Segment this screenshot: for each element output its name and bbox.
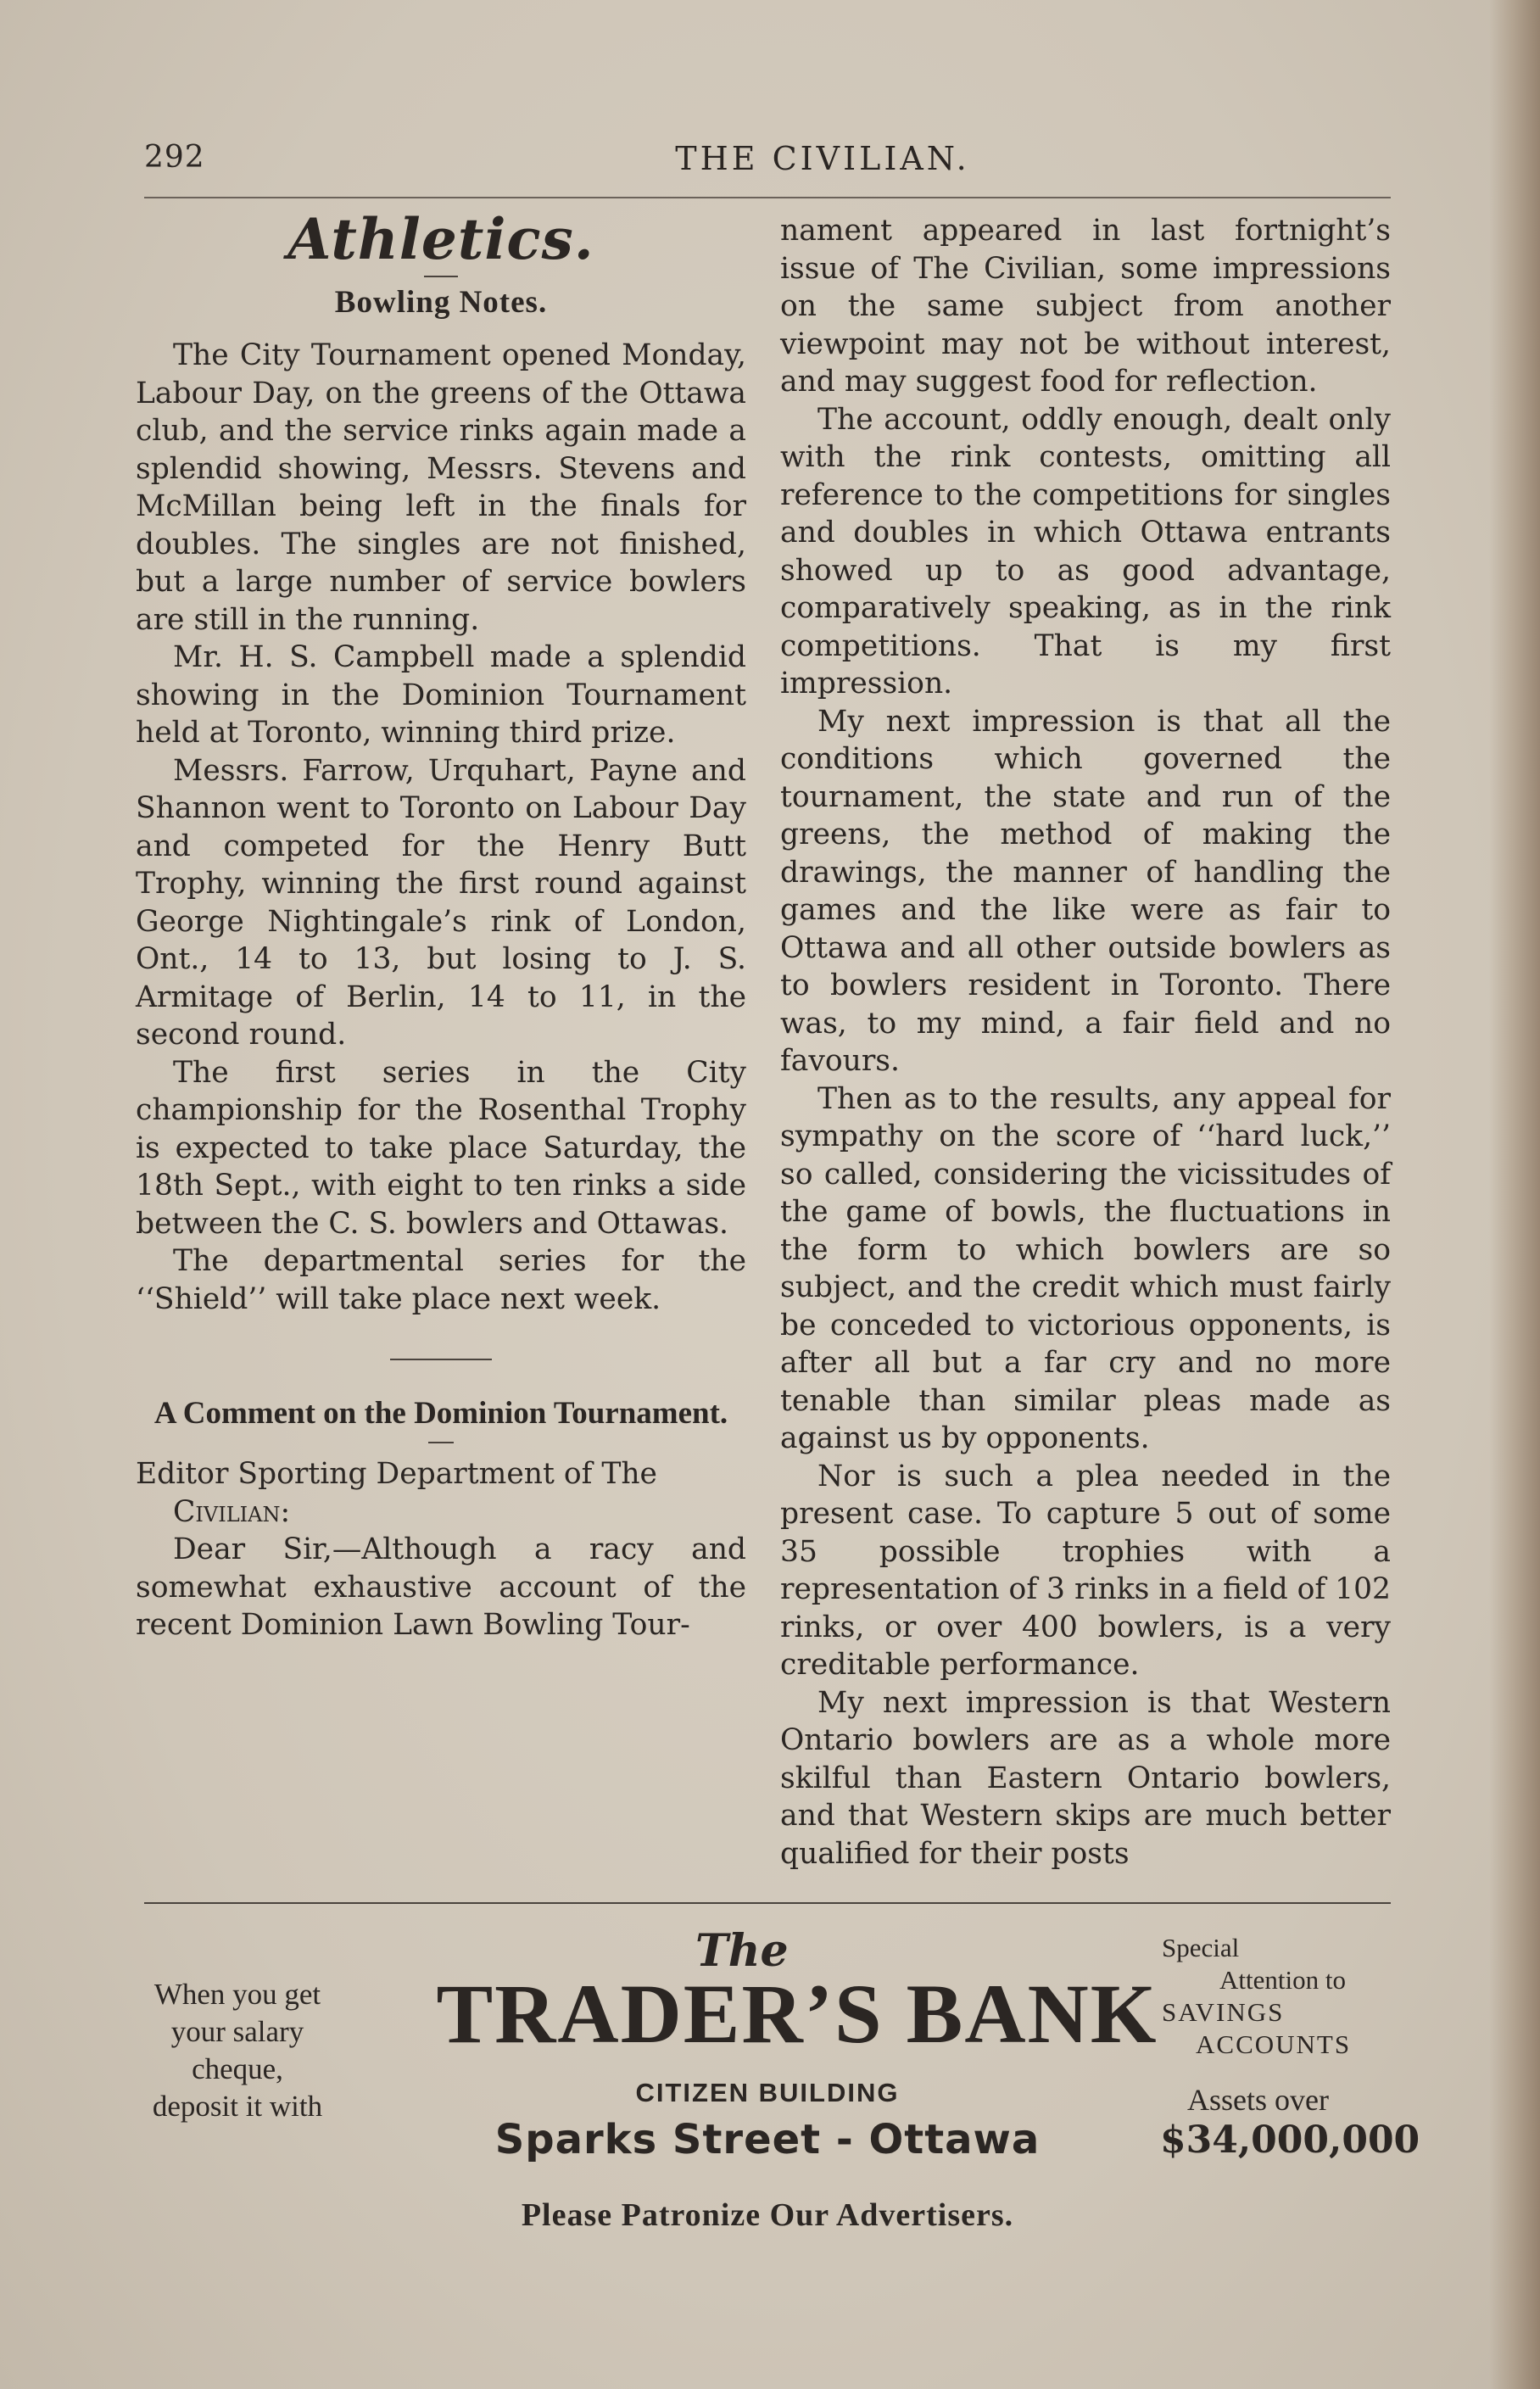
paragraph: The first series in the City championship for the Rosenthal Trophy is expected to take place Saturday, the 18th Sept., with eight to ten rinks a side between the C. S. bowlers and Ottawas.: [136, 1055, 746, 1241]
editor-line-1: Editor Sporting Department of The: [136, 1457, 657, 1491]
advert-left-line: your salary: [170, 2015, 304, 2048]
bank-building: CITIZEN BUILDING: [635, 2078, 900, 2107]
page-header: [144, 140, 1391, 182]
advert-left-line: deposit it with: [152, 2090, 323, 2123]
left-column: [136, 206, 746, 1644]
paragraph: Mr. H. S. Campbell made a splendid showing in the Dominion Tournament held at Toronto, winning third prize.: [136, 640, 746, 750]
comment-rule: [428, 1442, 454, 1443]
journal-title: THE CIVILIAN.: [675, 140, 970, 177]
advert-right-line: ACCOUNTS: [1196, 2029, 1352, 2059]
advert-the: The: [695, 1925, 789, 1977]
advert-left-line: When you get: [153, 1978, 321, 2011]
advert-right-line: Special: [1162, 1933, 1240, 1962]
paragraph: My next impression is that Western Ontario bowlers are as a whole more skilful than Eastern Ontario bowlers, and that Western skips are much better qualified for their posts: [780, 1685, 1391, 1871]
advert-rule: [144, 1902, 1391, 1904]
advert-right-line: Attention to: [1219, 1965, 1346, 1995]
paragraph: Then as to the results, any appeal for sympathy on the score of ‘‘hard luck,’’ so called, considering the vicissitudes of the game of bowls, the fluctuations in the form to which bowlers are so subject, and the credit which must fairly be conceded to victorious opponents, is after all but a far cry and no more tenable than similar pleas made as against us by opponents.: [780, 1081, 1391, 1455]
advert-left-text: [123, 1976, 352, 2125]
title-rule: [424, 276, 458, 277]
header-rule: [144, 197, 1391, 198]
letter-opening: Dear Sir,—Although a racy and somewhat exhaustive account of the recent Dominion Lawn Bowling Tour-: [136, 1532, 746, 1642]
patronize-notice: Please Patronize Our Advertisers.: [521, 2197, 1014, 2233]
right-column: [780, 212, 1391, 1873]
editor-line: [136, 1455, 746, 1493]
section-title: Athletics.: [287, 206, 594, 272]
paragraph: The City Tournament opened Monday, Labour Day, on the greens of the Ottawa club, and the service rinks again made a splendid showing, Messrs. Stevens and McMillan being left in the finals for doubles. The singles are not finished, but a large number of service bowlers are still in the running.: [136, 338, 746, 637]
bank-advertisement: [119, 1925, 1420, 2239]
comment-heading: A Comment on the Dominion Tournament.: [153, 1396, 728, 1431]
page-edge-shadow: [1489, 0, 1540, 2389]
bank-address: Sparks Street - Ottawa: [494, 2116, 1041, 2163]
advert-right-line: SAVINGS: [1162, 1997, 1285, 2027]
advert-right-text: [1162, 1932, 1408, 2061]
paragraph: Nor is such a plea needed in the present case. To capture 5 out of some 35 possible trophies with a representation of 3 rinks in a field of 102 rinks, or over 400 bowlers, is a very creditable performance.: [780, 1459, 1391, 1682]
section-divider: [390, 1359, 492, 1360]
paragraph: The account, oddly enough, dealt only with the rink contests, omitting all reference to the competitions for singles and doubles in which Ottawa entrants showed up to as good advantage, comparatively speaking, as in the rink competitions. That is my first impression.: [780, 402, 1391, 701]
editor-line-2: Civilian:: [173, 1494, 291, 1529]
assets-label: Assets over: [1187, 2083, 1329, 2117]
paragraph: My next impression is that all the conditions which governed the tournament, the state and run of the greens, the method of making the drawings, the manner of handling the games and the like were as fair to Ottawa and all other outside bowlers as to bowlers resident in Toronto. There was, to my mind, a fair field and no favours.: [780, 704, 1391, 1078]
paragraph: The departmental series for the ‘‘Shield’’ will take place next week.: [136, 1244, 746, 1316]
bank-name: TRADER’S BANK: [436, 1967, 1158, 2061]
page-number: 292: [144, 140, 205, 175]
paragraph: Messrs. Farrow, Urquhart, Payne and Shannon went to Toronto on Labour Day and competed for the Henry Butt Trophy, winning the first round against George Nightingale’s rink of London, Ont., 14 to 13, but losing to J. S. Armitage of Berlin, 14 to 11, in the second round.: [136, 753, 746, 1052]
paragraph: nament appeared in last fortnight’s issue of The Civilian, some impressions on the same subject from another viewpoint may not be without interest, and may suggest food for reflection.: [780, 214, 1391, 399]
assets-amount: $34,000,000: [1160, 2118, 1420, 2162]
advert-left-line: cheque,: [192, 2052, 283, 2085]
bowling-heading: Bowling Notes.: [334, 284, 548, 320]
